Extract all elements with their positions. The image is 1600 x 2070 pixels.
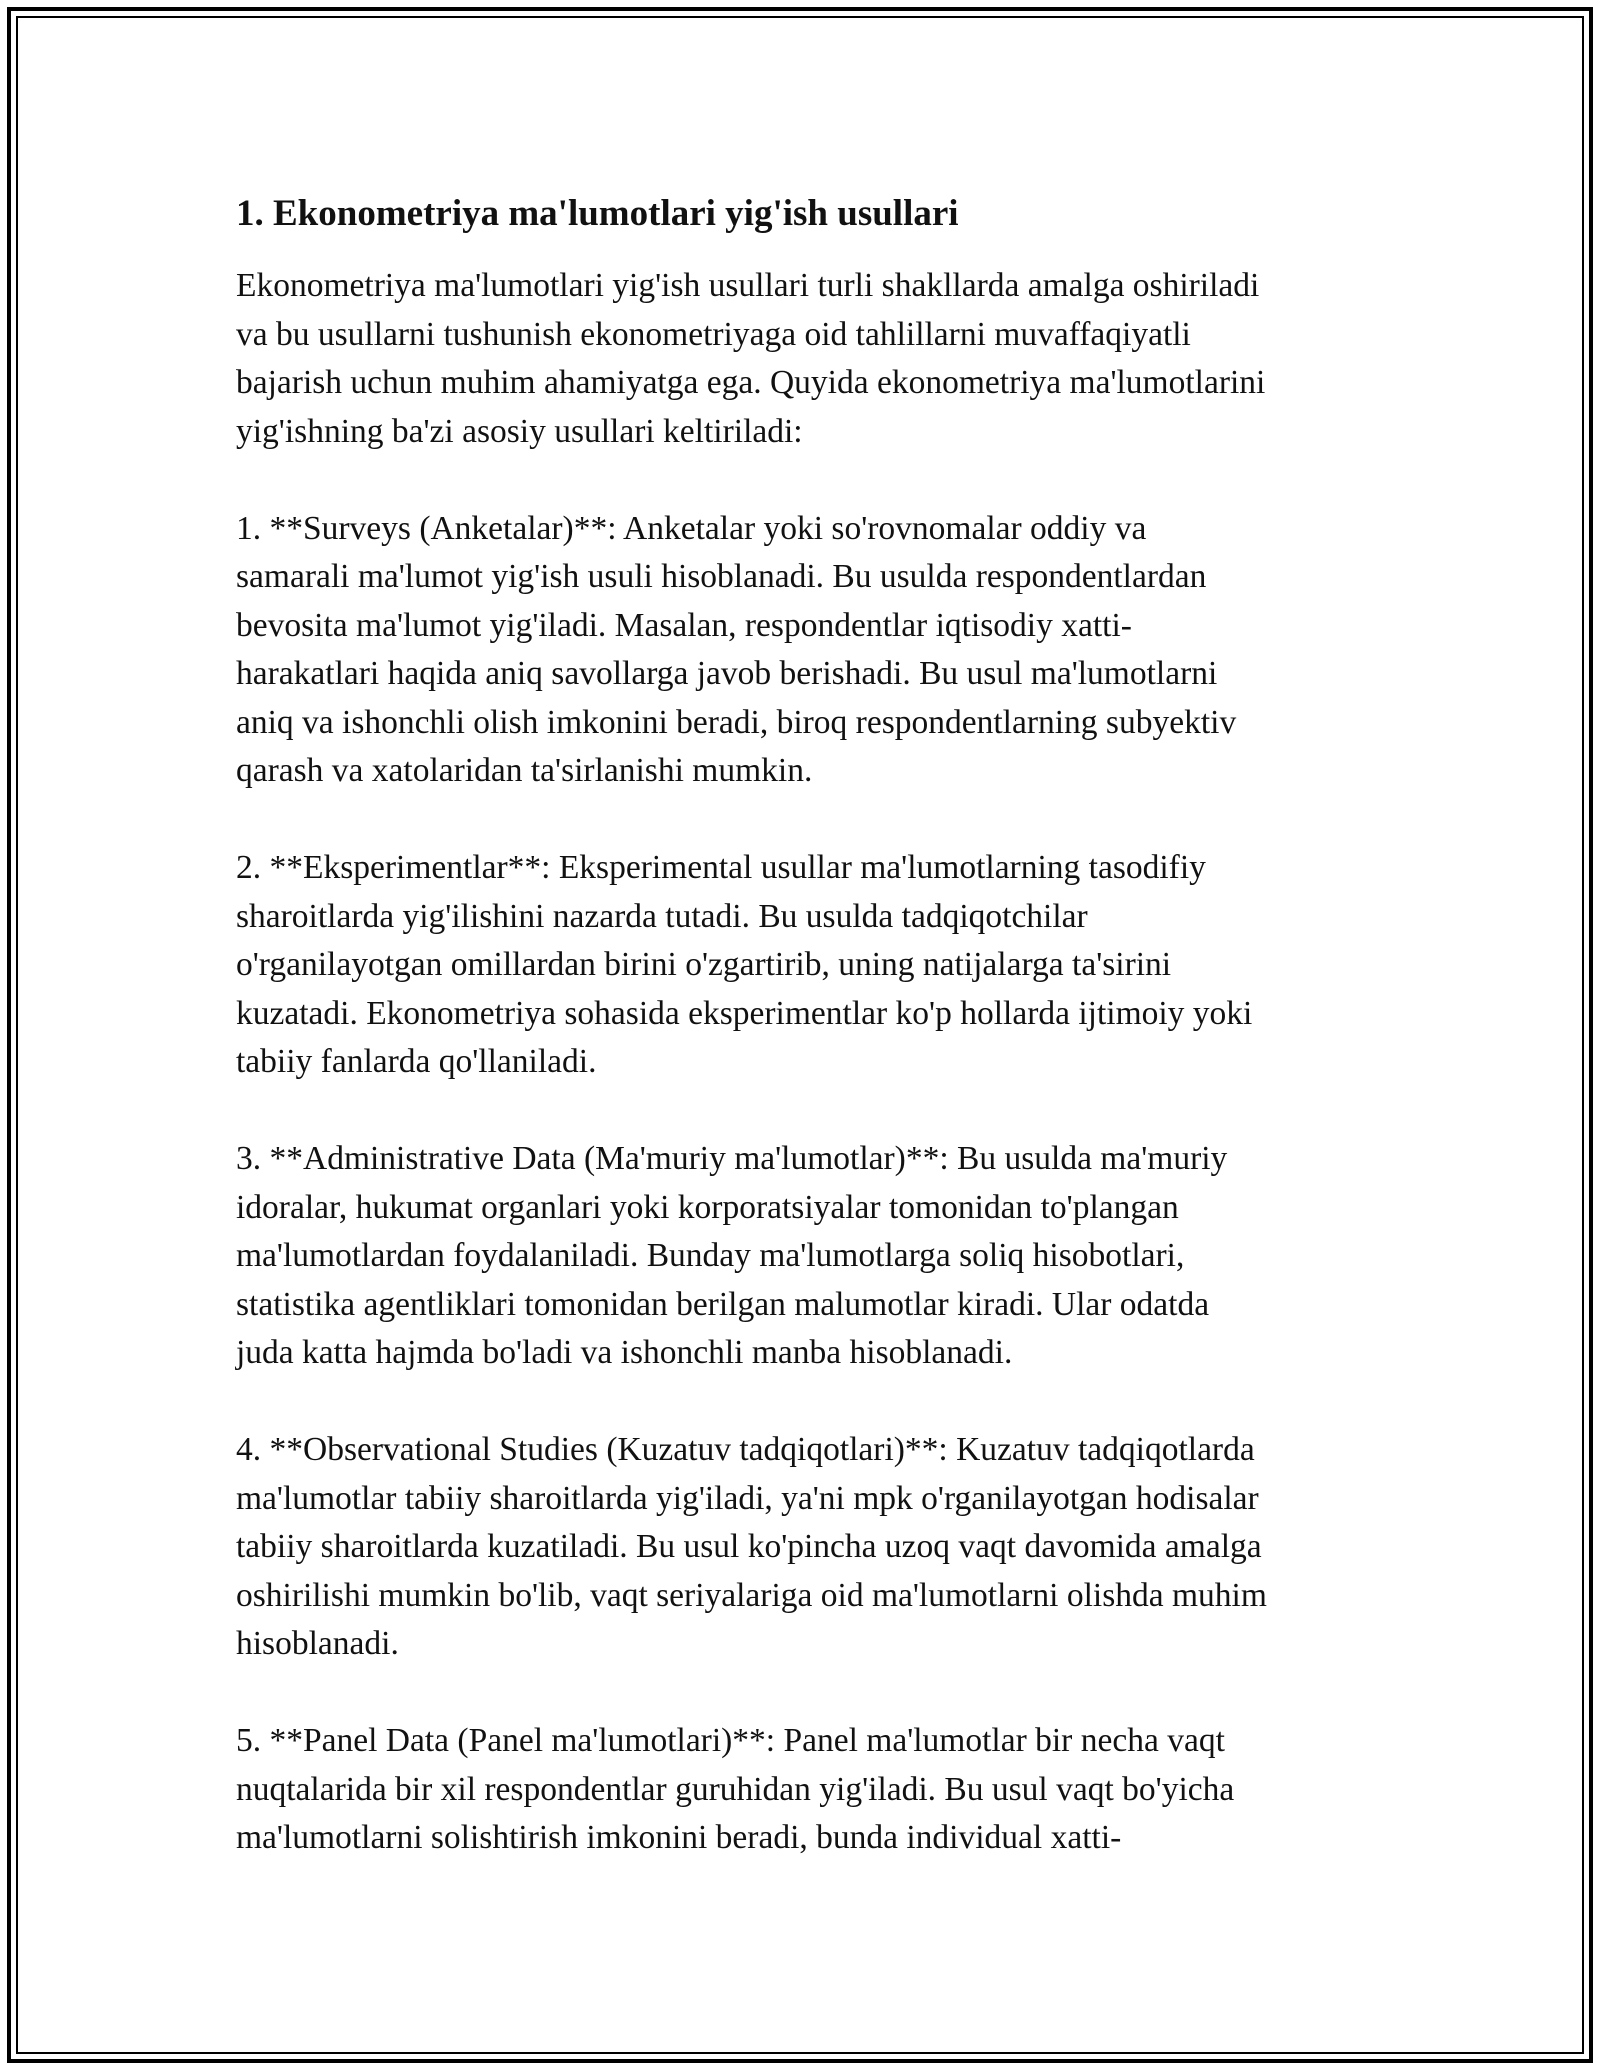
text-line: tabiiy fanlarda qo'llaniladi. bbox=[236, 1043, 597, 1080]
text-line: harakatlari haqida aniq savollarga javob berishadi. Bu usul ma'lumotlarni bbox=[236, 655, 1218, 692]
text-line: sharoitlarda yig'ilishini nazarda tutadi. Bu usulda tadqiqotchilar bbox=[236, 897, 1088, 935]
text-line: bevosita ma'lumot yig'iladi. Masalan, respondentlar iqtisodiy xatti- bbox=[236, 606, 1132, 644]
text-line: samarali ma'lumot yig'ish usuli hisoblanadi. Bu usulda respondentlardan bbox=[236, 558, 1207, 595]
method-panel-data-paragraph bbox=[236, 1717, 1370, 1863]
text-line: 3. **Administrative Data (Ma'muriy ma'lumotlar)**: Bu usulda ma'muriy bbox=[236, 1140, 1228, 1177]
text-line: 5. **Panel Data (Panel ma'lumotlari)**: Panel ma'lumotlar bir necha vaqt bbox=[236, 1722, 1225, 1759]
text-line: ma'lumotlardan foydalaniladi. Bunday ma'lumotlarga soliq hisobotlari, bbox=[236, 1237, 1185, 1274]
text-line: kuzatadi. Ekonometriya sohasida eksperimentlar ko'p hollarda ijtimoiy yoki bbox=[236, 994, 1253, 1032]
text-line: Ekonometriya ma'lumotlari yig'ish usullari turli shakllarda amalga oshiriladi bbox=[236, 267, 1260, 304]
method-surveys-paragraph bbox=[236, 505, 1370, 796]
text-line: 2. **Eksperimentlar**: Eksperimental usullar ma'lumotlarning tasodifiy bbox=[236, 849, 1206, 886]
method-observational-studies-paragraph bbox=[236, 1426, 1370, 1669]
text-line: yig'ishning ba'zi asosiy usullari keltiriladi: bbox=[236, 412, 803, 450]
text-line: juda katta hajmda bo'ladi va ishonchli manba hisoblanadi. bbox=[236, 1334, 1013, 1371]
text-line: oshirilishi mumkin bo'lib, vaqt seriyalariga oid ma'lumotlarni olishda muhim bbox=[236, 1576, 1267, 1614]
text-line: 4. **Observational Studies (Kuzatuv tadqiqotlari)**: Kuzatuv tadqiqotlarda bbox=[236, 1431, 1255, 1468]
text-line: statistika agentliklari tomonidan berilgan malumotlar kiradi. Ular odatda bbox=[236, 1285, 1210, 1323]
method-administrative-data-paragraph bbox=[236, 1135, 1370, 1378]
text-line: 1. **Surveys (Anketalar)**: Anketalar yoki so'rovnomalar oddiy va bbox=[236, 509, 1147, 547]
text-line: qarash va xatolaridan ta'sirlanishi mumkin. bbox=[236, 752, 813, 789]
method-experiments-paragraph bbox=[236, 844, 1370, 1087]
text-line: va bu usullarni tushunish ekonometriyaga oid tahlillarni muvaffaqiyatli bbox=[236, 315, 1191, 353]
text-line: tabiiy sharoitlarda kuzatiladi. Bu usul ko'pincha uzoq vaqt davomida amalga bbox=[236, 1528, 1262, 1565]
text-line: ma'lumotlar tabiiy sharoitlarda yig'iladi, ya'ni mpk o'rganilayotgan hodisalar bbox=[236, 1479, 1259, 1517]
text-line: o'rganilayotgan omillardan birini o'zgartirib, uning natijalarga ta'sirini bbox=[236, 946, 1172, 983]
text-line: hisoblanadi. bbox=[236, 1625, 399, 1662]
intro-paragraph bbox=[236, 262, 1370, 456]
text-line: idoralar, hukumat organlari yoki korporatsiyalar tomonidan to'plangan bbox=[236, 1188, 1179, 1226]
document-body bbox=[236, 186, 1370, 1863]
section-title: 1. Ekonometriya ma'lumotlari yig'ish usullari bbox=[236, 193, 959, 234]
text-line: nuqtalarida bir xil respondentlar guruhidan yig'iladi. Bu usul vaqt bo'yicha bbox=[236, 1770, 1235, 1808]
text-line: bajarish uchun muhim ahamiyatga ega. Quyida ekonometriya ma'lumotlarini bbox=[236, 364, 1266, 401]
text-line: ma'lumotlarni solishtirish imkonini beradi, bunda individual xatti- bbox=[236, 1819, 1122, 1856]
text-line: aniq va ishonchli olish imkonini beradi, biroq respondentlarning subyektiv bbox=[236, 703, 1237, 741]
